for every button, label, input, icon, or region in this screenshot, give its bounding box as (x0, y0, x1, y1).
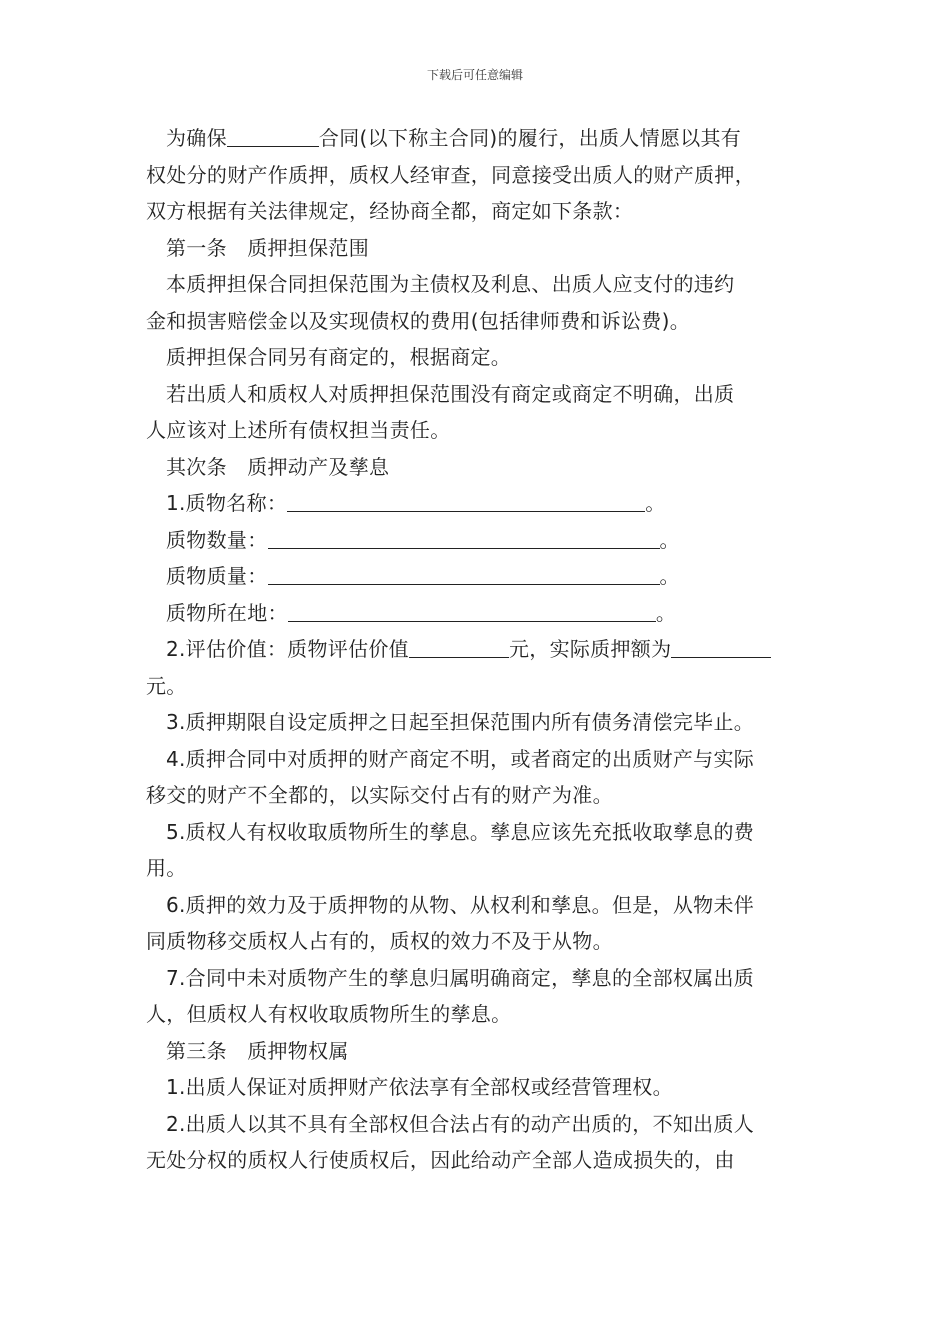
paragraph-line: 若出质人和质权人对质押担保范围没有商定或商定不明确，出质 (166, 381, 735, 406)
blank-line (409, 637, 509, 658)
field-line: 质物数量： 。 (166, 527, 680, 552)
blank-line (227, 126, 319, 147)
paragraph-line: 元。 (146, 673, 187, 698)
paragraph-line: 1.出质人保证对质押财产依法享有全部权或经营管理权。 (166, 1075, 673, 1099)
section-heading: 第三条 质押物权属 (166, 1038, 349, 1063)
paragraph-line: 质押担保合同另有商定的，根据商定。 (166, 345, 512, 369)
paragraph-line: 6.质押的效力及于质押物的从物、从权利和孳息。但是，从物未伴 (166, 892, 755, 917)
contract-body (146, 120, 818, 1179)
paragraph-line: 同质物移交质权人占有的，质权的效力不及于从物。 (146, 929, 613, 953)
paragraph-line: 双方根据有关法律规定，经协商全都，商定如下条款： (146, 199, 634, 223)
paragraph-line: 7.合同中未对质物产生的孳息归属明确商定，孳息的全部权属出质 (166, 965, 755, 990)
section-heading: 第一条 质押担保范围 (166, 235, 369, 260)
blank-line (287, 491, 645, 512)
paragraph-line: 人，但质权人有权收取质物所生的孳息。 (146, 1002, 512, 1026)
blank-line (268, 528, 660, 549)
blank-line (268, 564, 660, 585)
paragraph-line: 移交的财产不全都的，以实际交付占有的财产为准。 (146, 783, 613, 807)
blank-line (288, 601, 656, 622)
paragraph-line: 用。 (146, 856, 187, 880)
paragraph-line: 金和损害赔偿金以及实现债权的费用(包括律师费和诉讼费)。 (146, 308, 691, 333)
section-heading: 其次条 质押动产及孳息 (166, 454, 390, 479)
paragraph-line: 权处分的财产作质押，质权人经审查，同意接受出质人的财产质押， (146, 162, 755, 187)
paragraph-line: 无处分权的质权人行使质权后，因此给动产全部人造成损失的，由 (146, 1148, 735, 1172)
paragraph-line: 2.出质人以其不具有全部权但合法占有的动产出质的，不知出质人 (166, 1111, 755, 1136)
page-header: 下载后可任意编辑 (426, 68, 523, 82)
field-line: 质物质量： 。 (166, 564, 680, 588)
paragraph-line: 为确保 合同(以下称主合同)的履行，出质人情愿以其有 (166, 126, 742, 150)
paragraph-line: 4.质押合同中对质押的财产商定不明，或者商定的出质财产与实际 (166, 746, 755, 771)
paragraph-line: 人应该对上述所有债权担当责任。 (146, 418, 451, 442)
field-line: 质物所在地： 。 (166, 600, 677, 625)
blank-line (671, 637, 771, 658)
paragraph-line: 3.质押期限自设定质押之日起至担保范围内所有债务清偿完毕止。 (166, 710, 755, 734)
paragraph-line: 本质押担保合同担保范围为主债权及利息、出质人应支付的违约 (166, 272, 735, 296)
paragraph-line: 5.质权人有权收取质物所生的孳息。孳息应该先充抵收取孳息的费 (166, 819, 755, 844)
field-line: 1.质物名称： 。 (166, 491, 666, 515)
field-line: 2.评估价值：质物评估价值 元，实际质押额为 (146, 631, 818, 668)
